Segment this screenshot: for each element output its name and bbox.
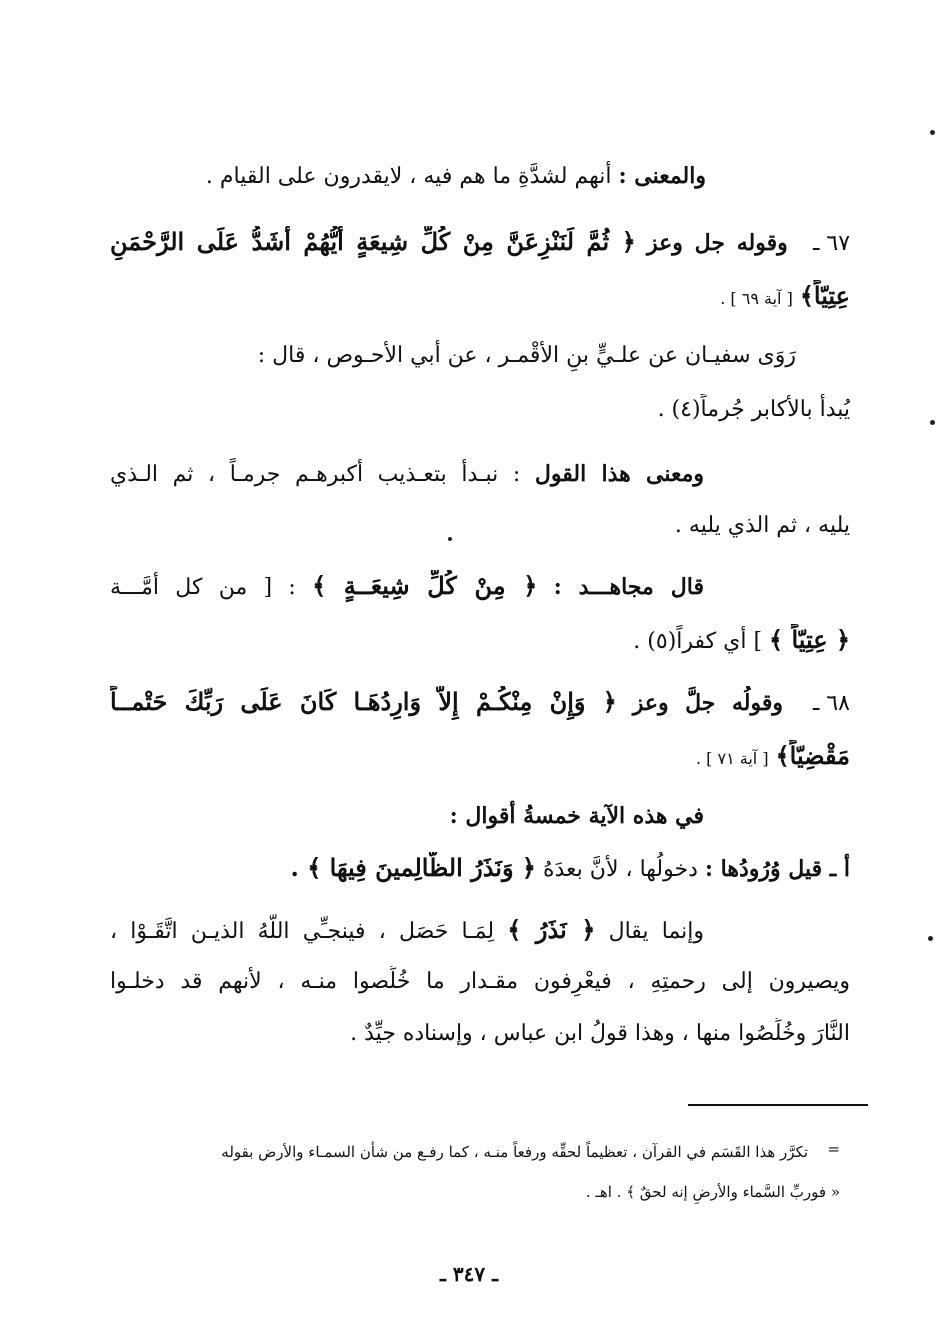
quran-text: ﴿ نَذَرُ ﴾: [507, 915, 596, 944]
footnote-line-2: [106, 1180, 840, 1204]
meaning-text: أنهم لشدَّةِ ما هم فيه ، لايقدرون على القيام .: [205, 164, 612, 189]
verse-intro: وقوله جل وعز: [646, 230, 788, 256]
quran-text: ﴿ مِنْ كُلِّ شِيعَــةٍ ﴾: [312, 571, 538, 600]
quran-text: ﴿ وَنَذَرُ الظَّالِمينَ فِيهَا ﴾ .: [290, 853, 536, 882]
mujahid-label: قال مجاهـــد :: [553, 574, 704, 600]
scan-speck: [930, 130, 935, 135]
footnote-line-1: [106, 1140, 808, 1164]
footnote-continuation-marker: =: [827, 1140, 840, 1158]
scan-speck: [928, 936, 933, 941]
quran-text: مَقْضِيّاً﴾: [775, 741, 850, 770]
narration-line-2: [110, 394, 850, 426]
quran-text: ﴿ وَإِنْ مِنْكُـمْ إِلاَّ وَارِدُهَـا كَانَ عَلَى رَبِّكَ حَتْمــاً: [110, 687, 617, 716]
saying-meaning-line-1: [110, 458, 704, 491]
verse-68-line-2: [110, 740, 850, 775]
saying-meaning-text: : نبـدأ بتعـذيب أكبرهـم جرمـاً ، ثم الـذي: [110, 462, 521, 487]
saying-a-label: أ ـ قيل وُرُودُها :: [704, 856, 850, 882]
ayah-reference: [ آية ٧١ ] .: [695, 749, 769, 768]
scan-speck: [930, 420, 935, 425]
narration-line-1: [110, 340, 796, 372]
verse-67-line-1: [110, 226, 850, 260]
meaning-line: [110, 160, 706, 193]
footnote-text: « فوربِّ السَّماء والأرضِ إنه لحقٌ ﴾ . اهـ .: [585, 1183, 840, 1201]
saying-meaning-label: ومعنى هذا القول: [534, 461, 704, 487]
verse-intro: وقولُه جلَّ وعز: [632, 690, 783, 716]
mujahid-line-1: [110, 570, 704, 604]
explanation-line-3: [110, 1018, 850, 1050]
verse-number-68: ٦٨ ـ: [812, 691, 850, 716]
explanation-text: لِمَـا حَصَل ، فينجـِّي اللَّهُ الذيـن اتَّقَـوْا ،: [110, 919, 495, 944]
mujahid-line-2: [110, 624, 850, 658]
verse-number-67: ٦٧ ـ: [812, 231, 850, 256]
section-heading: في هذه الآية خمسةُ أقوال :: [449, 803, 704, 829]
explanation-text: النَّارَ وخُلِّصُوا منها ، وهذا قولُ ابن عباس ، وإسناده جيِّدٌ .: [350, 1021, 850, 1046]
saying-meaning-text: يليه ، ثم الذي يليه .: [674, 513, 850, 538]
verse-67-line-2: [110, 280, 850, 315]
narration-text: رَوَى سفيـان عن علـيٍّ بنِ الأقْمـر ، عن أبي الأحـوص ، قال :: [257, 343, 796, 368]
quran-text: ﴿ عِتِيّاً ﴾: [769, 625, 850, 654]
page-number: ـ ٣٤٧ ـ: [440, 1262, 498, 1286]
explanation-text: ويصيرون إلى رحمتِهِ ، فيعْرِفون مقـدار ما خُلِّصوا منـه ، لأنهم قد دخلـوا: [110, 969, 850, 994]
saying-a-line: [110, 852, 850, 886]
meaning-label: والمعنى :: [618, 163, 706, 189]
ayah-reference: [ آية ٦٩ ] .: [720, 289, 793, 308]
mujahid-text: ] أي كفراً(٥) .: [633, 629, 763, 654]
explanation-line-1: [110, 914, 704, 948]
footnote-separator: [688, 1104, 868, 1106]
verse-68-line-1: [110, 686, 850, 720]
scan-speck: [448, 537, 452, 541]
footnote-text: تكرَّر هذا القَسَم في القرآن ، تعظيماً لحقِّه ورفعاً منـه ، كما رفـع من شأن السمـاء والأرض بقوله: [221, 1143, 808, 1161]
mujahid-text: : [ من كل أمَّـــة: [110, 575, 296, 600]
quran-text: ﴿ ثُمَّ لَنَنْزِعَنَّ مِنْ كُلِّ شِيعَةٍ أَيُّهُمْ أَشَدُّ عَلَى الرَّحْمَنِ: [110, 227, 636, 256]
explanation-text: وإنما يقال: [608, 919, 704, 944]
five-sayings-heading: [110, 800, 704, 833]
quran-text: عِتِيّاً﴾: [799, 281, 850, 310]
saying-meaning-line-2: [110, 510, 850, 542]
explanation-line-2: [110, 966, 850, 998]
saying-a-text: دخولُها ، لأنَّ بعدَهُ: [542, 857, 698, 882]
narration-text: يُبدأ بالأكابر جُرماً(٤) .: [657, 397, 850, 422]
